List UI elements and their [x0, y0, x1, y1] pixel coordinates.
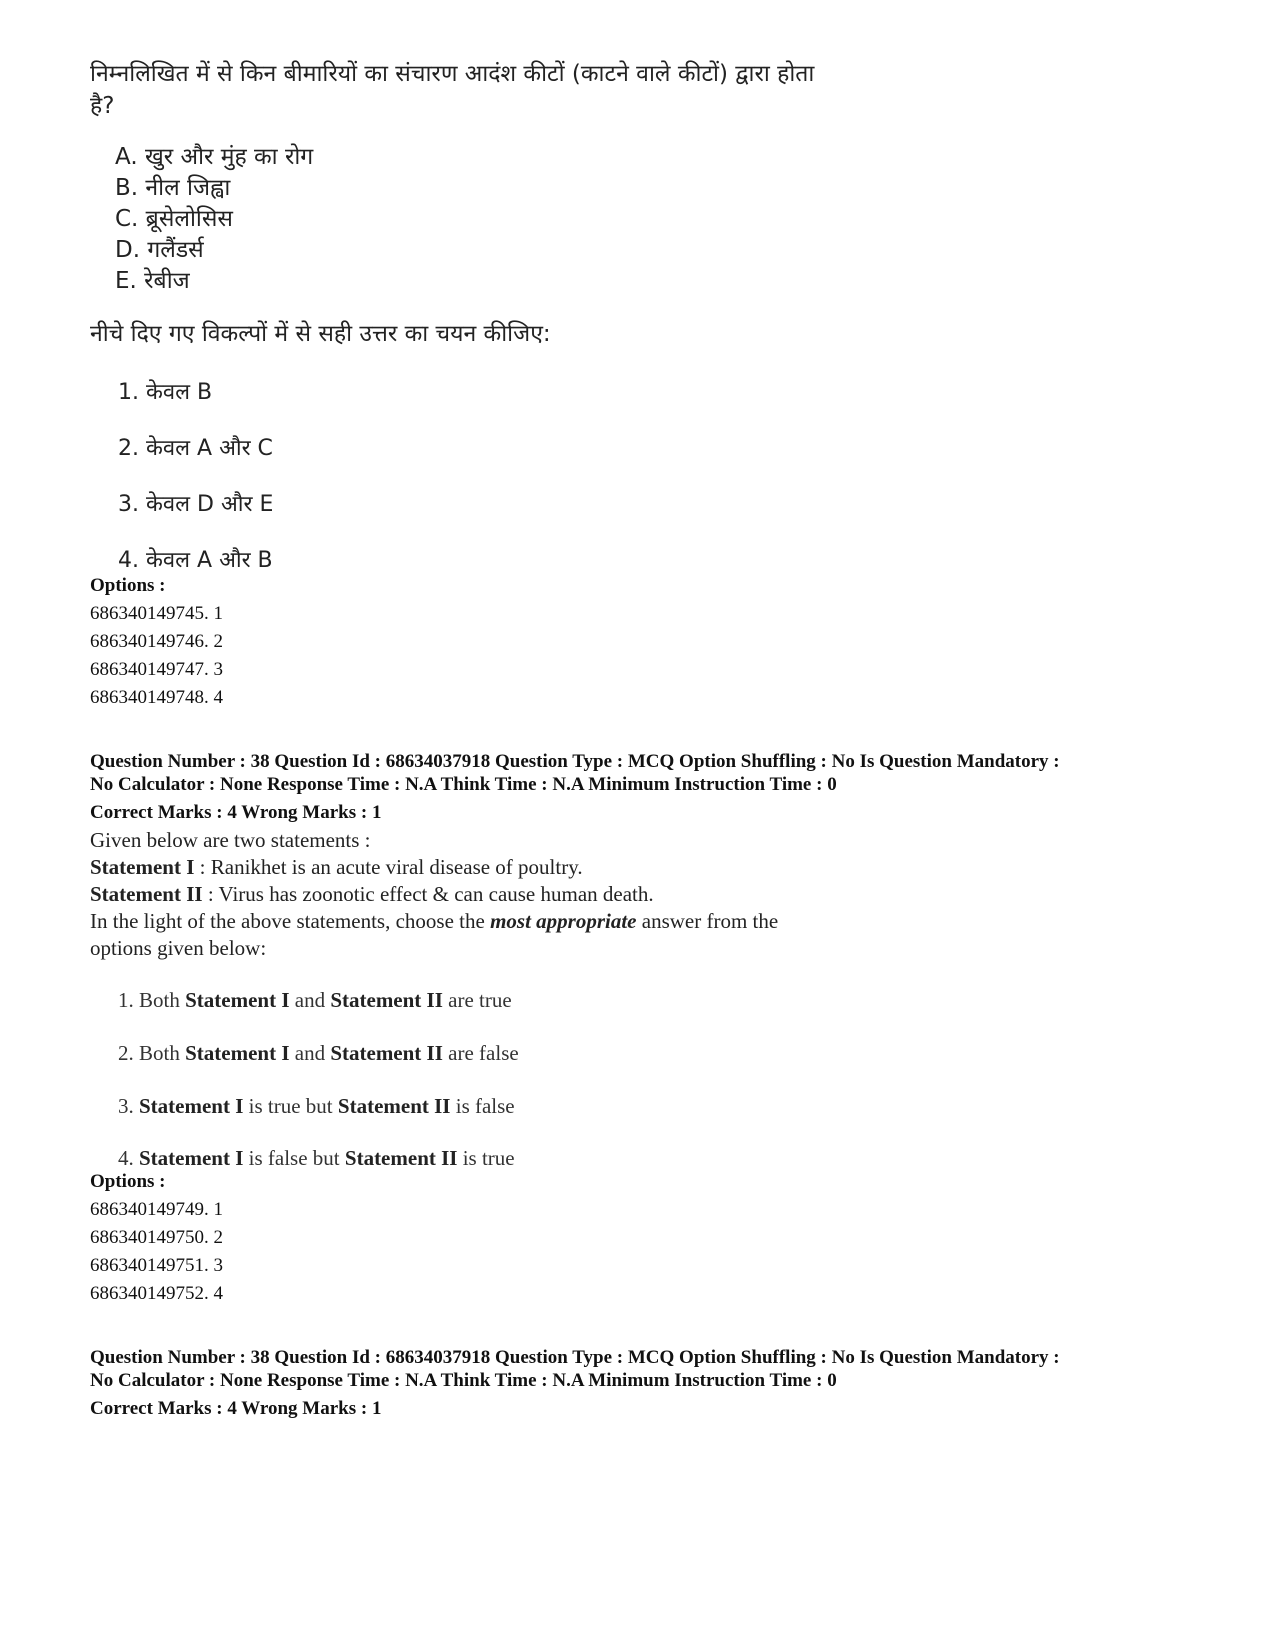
instruction-text: answer from the	[636, 909, 779, 933]
statement-2	[90, 882, 654, 907]
statement-text: : Virus has zoonotic effect & can cause human death.	[202, 882, 654, 906]
question-instruction	[90, 909, 778, 934]
option-id: 686340149748. 4	[90, 687, 223, 708]
question-instruction-line-2: options given below:	[90, 936, 267, 960]
list-item: B. नील जिह्वा	[115, 175, 231, 201]
list-item: E. रेबीज	[115, 268, 190, 294]
option-id: 686340149745. 1	[90, 603, 223, 624]
list-item: A. खुर और मुंह का रोग	[115, 144, 314, 170]
instruction-text: In the light of the above statements, choose the	[90, 909, 491, 933]
question-text-line-2: है?	[90, 93, 115, 119]
option-id: 686340149751. 3	[90, 1255, 223, 1276]
question-intro: Given below are two statements :	[90, 828, 371, 852]
question-meta-line-1: Question Number : 38 Question Id : 68634037918 Question Type : MCQ Option Shuffling : No Is Question Mandatory :	[90, 751, 1060, 772]
answer-choice: 3. Statement I is true but Statement II is false	[118, 1094, 515, 1118]
option-id: 686340149746. 2	[90, 631, 223, 652]
question-marks: Correct Marks : 4 Wrong Marks : 1	[90, 802, 382, 823]
answer-choice: 2. केवल A और C	[118, 436, 273, 461]
list-item: C. ब्रूसेलोसिस	[115, 206, 233, 232]
statement-label: Statement I	[90, 855, 195, 879]
option-id: 686340149750. 2	[90, 1227, 223, 1248]
option-id: 686340149747. 3	[90, 659, 223, 680]
question-instruction: नीचे दिए गए विकल्पों में से सही उत्तर का चयन कीजिए:	[90, 321, 551, 347]
options-label: Options :	[90, 1171, 166, 1192]
question-meta-line-2: No Calculator : None Response Time : N.A Think Time : N.A Minimum Instruction Time : 0	[90, 774, 837, 795]
option-id: 686340149749. 1	[90, 1199, 223, 1220]
answer-choice: 1. केवल B	[118, 380, 213, 405]
answer-choice: 1. Both Statement I and Statement II are true	[118, 988, 512, 1012]
answer-choice: 2. Both Statement I and Statement II are false	[118, 1041, 519, 1065]
options-label: Options :	[90, 575, 166, 596]
answer-choice: 4. Statement I is false but Statement II is true	[118, 1146, 515, 1170]
question-meta-line-1: Question Number : 38 Question Id : 68634037918 Question Type : MCQ Option Shuffling : No Is Question Mandatory :	[90, 1347, 1060, 1368]
answer-choice: 4. केवल A और B	[118, 548, 273, 573]
statement-text: : Ranikhet is an acute viral disease of poultry.	[194, 855, 583, 879]
instruction-emphasis: most appropriate	[490, 909, 637, 933]
question-marks: Correct Marks : 4 Wrong Marks : 1	[90, 1398, 382, 1419]
statement-1	[90, 855, 583, 880]
list-item: D. गलैंडर्स	[115, 237, 204, 263]
statement-label: Statement II	[90, 882, 203, 906]
question-meta-line-2: No Calculator : None Response Time : N.A Think Time : N.A Minimum Instruction Time : 0	[90, 1370, 837, 1391]
option-id: 686340149752. 4	[90, 1283, 223, 1304]
question-text-line-1: निम्नलिखित में से किन बीमारियों का संचारण आदंश कीटों (काटने वाले कीटों) द्वारा होता	[90, 61, 815, 87]
answer-choice: 3. केवल D और E	[118, 492, 274, 517]
